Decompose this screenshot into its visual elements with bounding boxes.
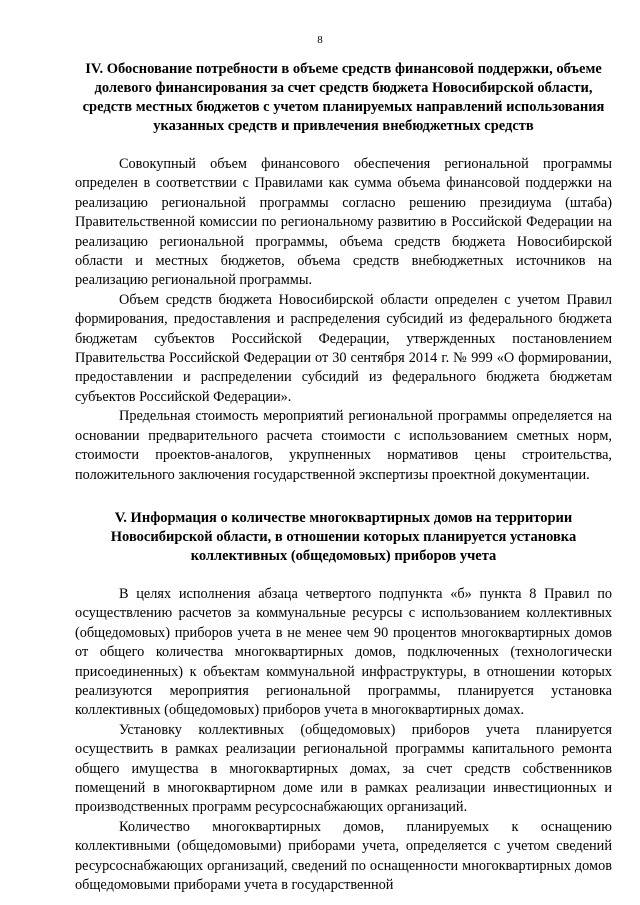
section-5-paragraph-2: Установку коллективных (общедомовых) приборов учета планируется осуществить в рамках реализации региональной программы капитального ремонта общего имущества в многоквартирных домах, за счет средств собственников помещений в многоквартирном доме или в рамках реализации инвестиционных и производственных программ ресурсоснабжающих организаций. — [75, 721, 612, 816]
section-5-heading: V. Информация о количестве многоквартирных домов на территории Новосибирской области, в отношении которых планируется установка коллективных (общедомовых) приборов учета — [110, 509, 577, 564]
section-4-heading: IV. Обоснование потребности в объеме средств финансовой поддержки, объеме долевого финансирования за счет средств бюджета Новосибирской области, средств местных бюджетов с учетом планируемых направлений использования указанных средств и привлечения внебюджетных средств — [82, 61, 605, 134]
section-4-paragraph-1: Совокупный объем финансового обеспечения региональной программы определен в соответствии с Правилами как сумма объема финансовой поддержки на реализацию региональной программы согласно решению президиума (штаба) Правительственной комиссии по региональному развитию в Российской Федерации на реализацию региональной программы, объема средств бюджета Новосибирской области и местных бюджетов, объема средств внебюджетных источников на реализацию региональной программы. — [75, 156, 612, 289]
section-4-paragraph-3: Предельная стоимость мероприятий региональной программы определяется на основании предварительного расчета стоимости с использованием сметных норм, стоимости проектов-аналогов, укрупненных нормативов цены строительства, положительного заключения государственной экспертизы проектной документации. — [75, 408, 612, 483]
section-5-paragraph-3: Количество многоквартирных домов, планируемых к оснащению коллективными (общедомовыми) приборами учета, определяется с учетом сведений ресурсоснабжающих организаций, сведений по оснащенности многоквартирных домов общедомовыми приборами учета в государственной — [75, 818, 612, 893]
page-number: 8 — [317, 34, 323, 46]
section-4-paragraph-2: Объем средств бюджета Новосибирской области определен с учетом Правил формирования, предоставления и распределения субсидий из федерального бюджета бюджетам субъектов Российской Федерации, утвержденных постановлением Правительства Российской Федерации от 30 сентября 2014 г. № 999 «О формировании, предоставлении и распределении субсидий из федерального бюджета бюджетам субъектов Российской Федерации». — [75, 291, 612, 405]
page-content — [75, 60, 612, 895]
section-5-paragraph-1: В целях исполнения абзаца четвертого подпункта «б» пункта 8 Правил по осуществлению расчетов за коммунальные ресурсы с использованием коллективных (общедомовых) приборов учета в не менее чем 90 процентов многоквартирных домов от общего количества многоквартирных домов, подключенных (технологически присоединенных) к объектам коммунальной инфраструктуры, в отношении которых реализуются мероприятия региональной программы, планируется установка коллективных (общедомовых) приборов учета в многоквартирных домах. — [75, 585, 612, 719]
